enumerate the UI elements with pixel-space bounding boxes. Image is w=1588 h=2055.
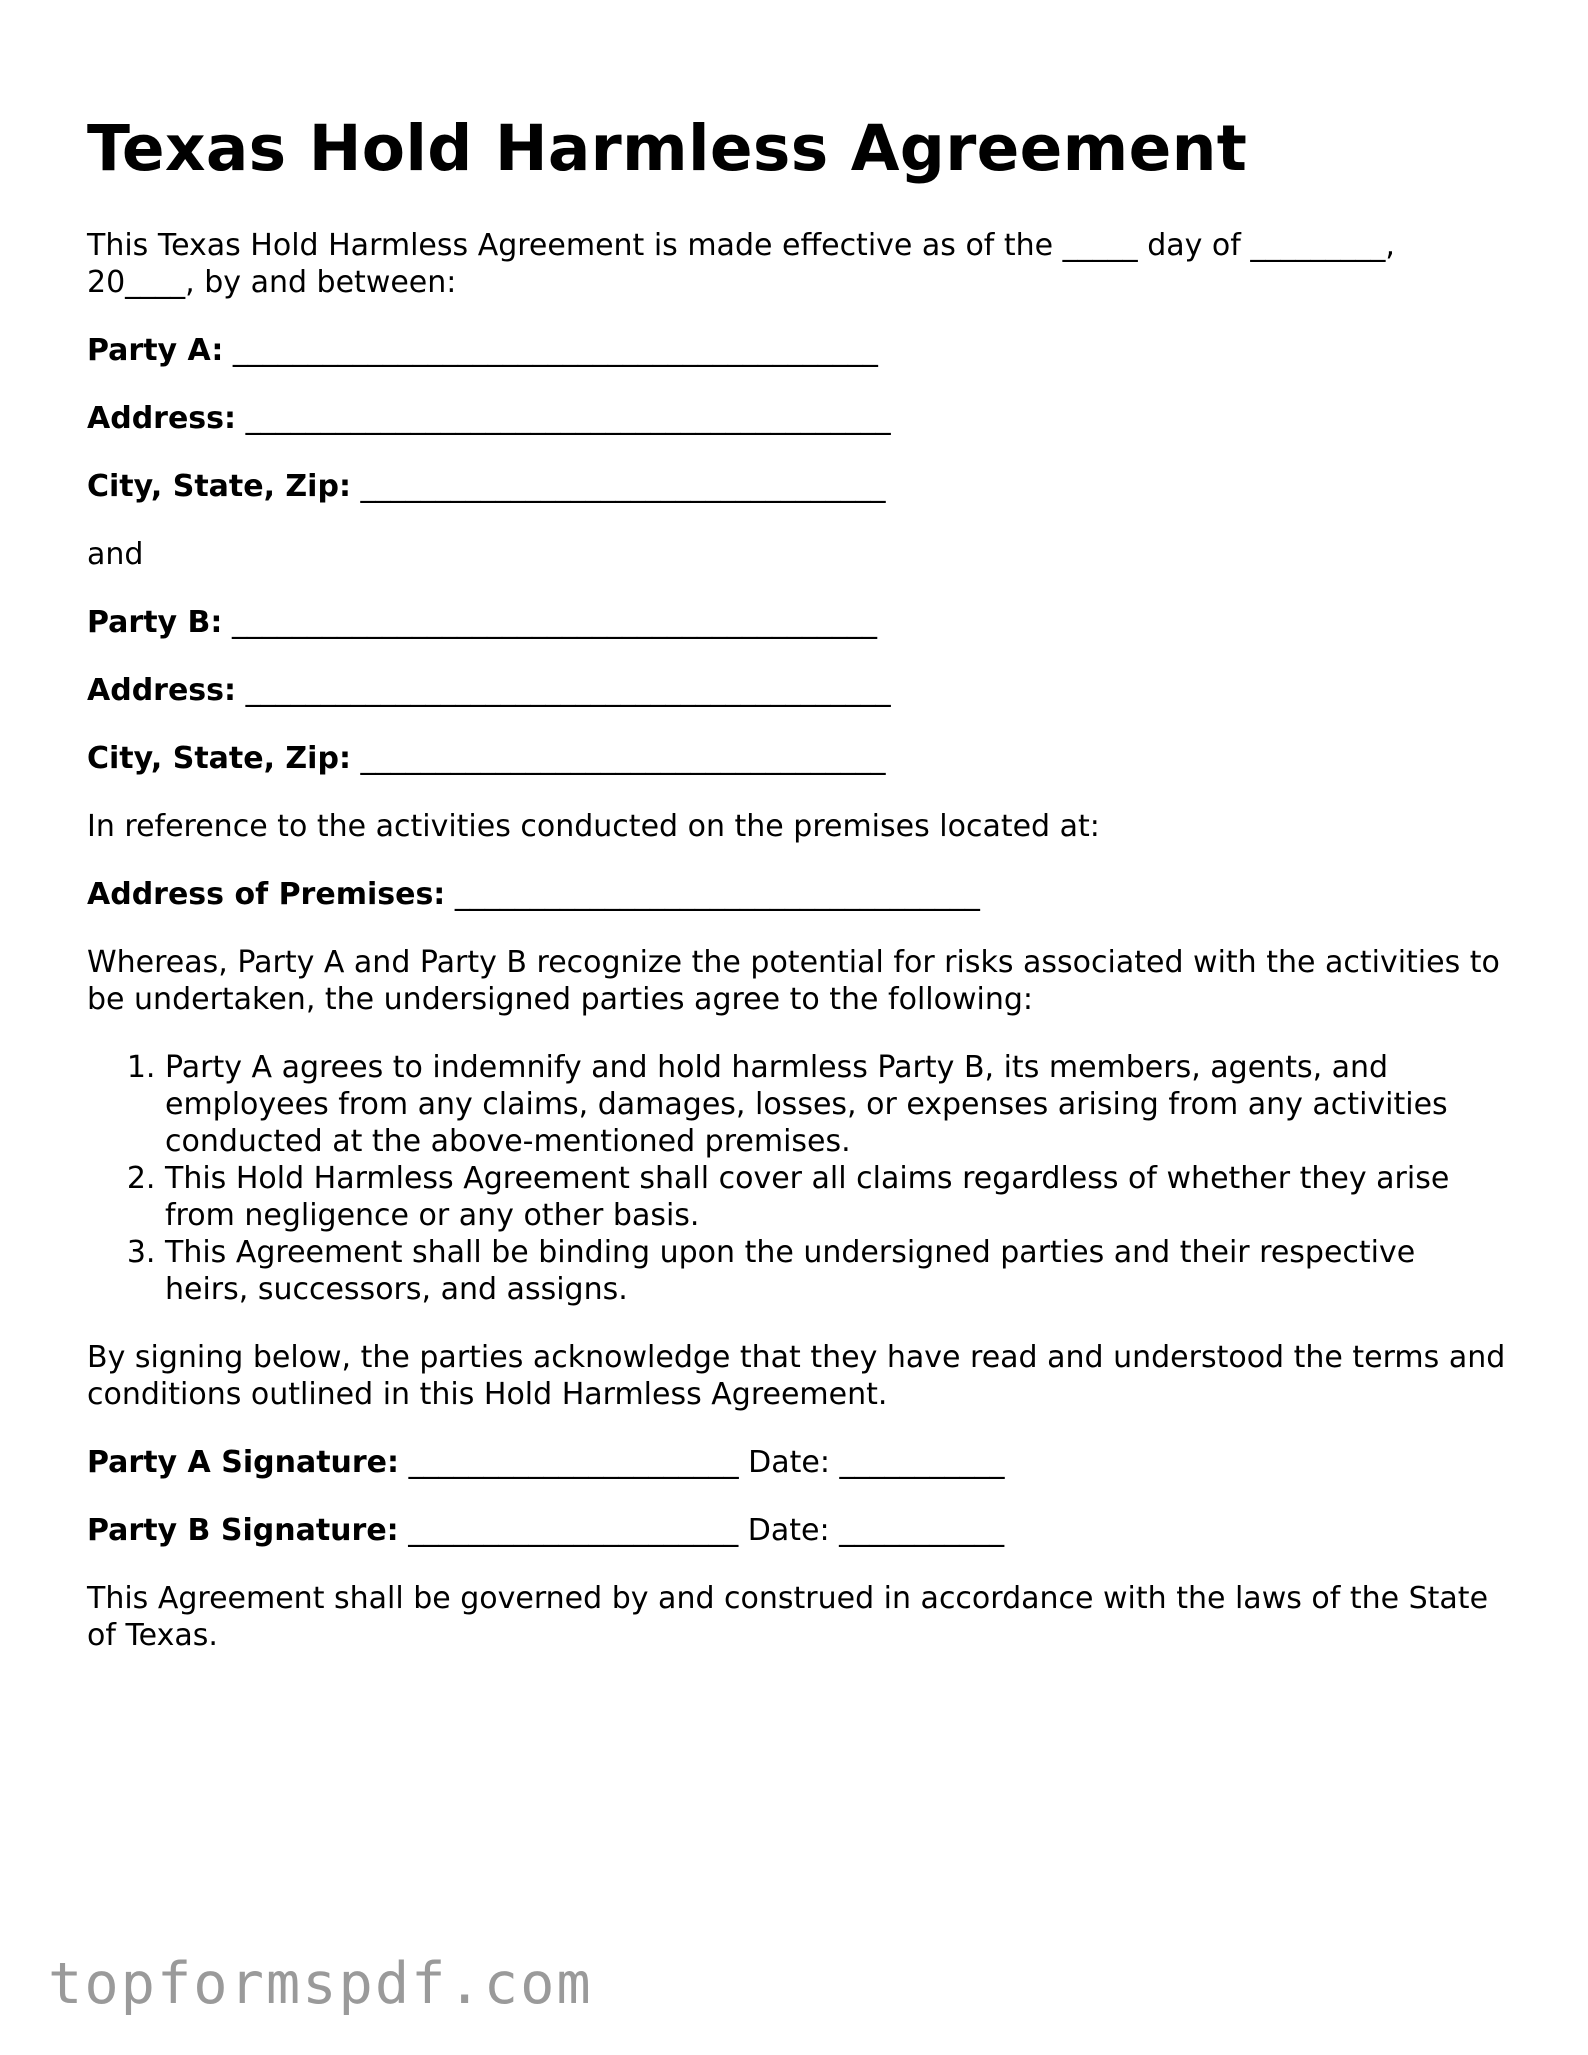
party-a-name-label: Party A: xyxy=(87,333,224,368)
and-text: and xyxy=(87,537,144,572)
acknowledge-paragraph: By signing below, the parties acknowledge that they have read and understood the terms and conditions outlined in this Hold Harmless Agreement. xyxy=(87,1340,1506,1412)
party-b-signature-blank[interactable]: ______________________ xyxy=(408,1513,739,1548)
party-b-city-field xyxy=(87,740,1507,777)
term-item: 1. Party A agrees to indemnify and hold harmless Party B, its members, agents, and employees from any claims, damages, losses, or expenses arising from any activities conducted at the above-mentioned premises. xyxy=(165,1049,1507,1160)
premises-field xyxy=(87,876,1507,913)
terms-list xyxy=(87,1049,1507,1308)
whereas-paragraph: Whereas, Party A and Party B recognize the potential for risks associated with the activities to be undertaken, the undersigned parties agree to the following: xyxy=(87,945,1500,1017)
party-b-address-blank[interactable]: ___________________________________________ xyxy=(245,673,891,708)
governing-law-paragraph: This Agreement shall be governed by and construed in accordance with the laws of the State of Texas. xyxy=(87,1581,1489,1653)
party-a-city-label: City, State, Zip: xyxy=(87,469,351,504)
premises-blank[interactable]: ___________________________________ xyxy=(454,877,980,912)
party-b-address-field xyxy=(87,672,1507,709)
party-a-name-field xyxy=(87,332,1507,369)
party-a-signature-row xyxy=(87,1444,1507,1481)
party-b-city-label: City, State, Zip: xyxy=(87,741,351,776)
term-item: 3. This Agreement shall be binding upon the undersigned parties and their respective heirs, successors, and assigns. xyxy=(165,1234,1507,1308)
party-a-name-blank[interactable]: ___________________________________________ xyxy=(232,333,878,368)
party-a-signature-label: Party A Signature: xyxy=(87,1445,400,1480)
premises-intro: In reference to the activities conducted on the premises located at: xyxy=(87,809,1100,844)
term-item: 2. This Hold Harmless Agreement shall cover all claims regardless of whether they arise from negligence or any other basis. xyxy=(165,1160,1507,1234)
intro-paragraph: This Texas Hold Harmless Agreement is made effective as of the _____ day of _________, 20____, by and between: xyxy=(87,228,1395,300)
party-a-address-field xyxy=(87,400,1507,437)
party-a-address-label: Address: xyxy=(87,401,237,436)
party-b-address-label: Address: xyxy=(87,673,237,708)
party-a-date-label: Date: xyxy=(748,1445,830,1480)
party-a-address-blank[interactable]: ___________________________________________ xyxy=(245,401,891,436)
party-b-name-label: Party B: xyxy=(87,605,223,640)
party-a-signature-blank[interactable]: ______________________ xyxy=(408,1445,739,1480)
watermark: topformspdf.com xyxy=(48,1951,593,2017)
party-b-name-field xyxy=(87,604,1507,641)
party-a-city-field xyxy=(87,468,1507,505)
party-b-date-label: Date: xyxy=(747,1513,830,1548)
party-b-signature-label: Party B Signature: xyxy=(87,1513,399,1548)
party-b-signature-row xyxy=(87,1512,1507,1549)
party-b-date-blank[interactable]: ___________ xyxy=(839,1513,1005,1548)
premises-label: Address of Premises: xyxy=(87,877,446,912)
party-a-city-blank[interactable]: ___________________________________ xyxy=(360,469,886,504)
document-page xyxy=(87,105,1507,1685)
document-title: Texas Hold Harmless Agreement xyxy=(87,112,1248,185)
party-b-name-blank[interactable]: ___________________________________________ xyxy=(231,605,877,640)
party-b-city-blank[interactable]: ___________________________________ xyxy=(360,741,886,776)
party-a-date-blank[interactable]: ___________ xyxy=(839,1445,1005,1480)
